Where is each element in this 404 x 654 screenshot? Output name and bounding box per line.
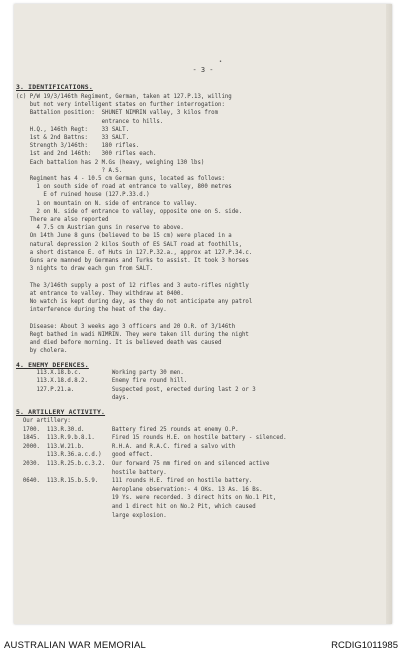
text-line: 1 on mountain on N. side of entrance to valley.: [16, 200, 198, 207]
text-line: by cholera.: [16, 348, 68, 355]
text-line: natural depression 2 kilos South of ES SALT road at foothills,: [16, 241, 242, 248]
text-line: hostile battery.: [16, 469, 167, 476]
text-line: Battalion position: SHUNET NIMRIN valley, 3 kilos from: [16, 110, 219, 117]
text-line: a short distance E. of Huts in 127.P.32.a., approx at 127.P.34.c.: [16, 249, 253, 256]
footer-record-id: RCDIG1011985: [331, 640, 398, 651]
text-line: Disease: About 3 weeks ago 3 officers and 20 O.R. of 3/146th: [16, 323, 236, 330]
text-line: days.: [16, 395, 129, 402]
page-mark: •: [219, 59, 223, 65]
text-line: Regt bathed in wadi NIMRIN. They were taken ill during the night: [16, 331, 249, 338]
text-line: but not very intelligent states on further interrogation:: [16, 102, 225, 109]
text-line: No watch is kept during day, as they do not anticipate any patrol: [16, 299, 253, 305]
text-line: Guns are manned by Germans and Turks to assist. It took 3 horses: [16, 258, 249, 264]
text-line: Each battalion has 2 M.Gs (heavy, weighing 130 lbs): [16, 159, 205, 166]
page-edge: [386, 4, 392, 624]
text-line: ? A.S.: [16, 167, 123, 174]
text-line: 2000. 113.W.21.b. R.H.A. and R.A.C. fired a salvo with: [16, 443, 236, 450]
text-line: 2 on N. side of entrance to valley, opposite one on S. side.: [16, 208, 242, 215]
text-line: (c) P/W 19/3/146th Regiment, German, taken at 127.P.13, willing: [16, 94, 232, 100]
footer-credit: AUSTRALIAN WAR MEMORIAL: [4, 640, 147, 651]
text-line: H.Q., 146th Regt: 33 SALT.: [16, 126, 129, 133]
section-4-heading: 4. ENEMY DEFENCES.: [16, 361, 89, 369]
text-line: 0640. 113.R.15.b.5.9. 111 rounds H.E. fired on hostile battery.: [16, 478, 253, 485]
text-line: 1st & 2nd Battns: 33 SALT.: [16, 135, 129, 141]
text-line: Our artillery:: [16, 418, 71, 424]
text-line: 1845. 113.R.9.b.8.1. Fired 15 rounds H.E. on hostile battery - silenced.: [16, 435, 287, 442]
text-line: 1700. 113.R.30.d. Battery fired 25 rounds at enemy O.P.: [16, 426, 239, 433]
text-line: 19 Ys. were recorded. 3 direct hits on No.1 Pit,: [16, 495, 277, 502]
text-line: 127.P.21.a. Suspected post, erected during last 2 or 3: [16, 386, 256, 393]
text-line: 3 nights to draw each gun from SALT.: [16, 266, 153, 273]
text-line: 1st and 2nd 146th: 300 rifles each.: [16, 151, 157, 158]
text-line: and died before morning. It is believed death was caused: [16, 340, 222, 346]
text-line: 2030. 113.R.25.b.c.3.2. Our forward 75 mm fired on and silenced active: [16, 461, 270, 467]
text-line: at entrance to valley. They withdraw at 0400.: [16, 290, 184, 297]
text-line: Strength 3/146th: 180 rifles.: [16, 143, 140, 150]
text-line: 113.X.18.d.8.2. Enemy fire round hill.: [16, 378, 188, 385]
text-line: Aeroplane observation:- 4 OKs. 13 As. 16 Bs.: [16, 486, 263, 493]
text-line: On 14th June 8 guns (believed to be 15 cm) were placed in a: [16, 233, 232, 240]
text-line: and 1 direct hit on No.2 Pit, which caused: [16, 504, 256, 510]
text-line: There are also reported: [16, 217, 109, 223]
text-line: 4 7.5 cm Austrian guns in reserve to above.: [16, 225, 184, 232]
text-line: interference during the heat of the day.: [16, 307, 167, 314]
text-line: 113.X.18.b.c. Working party 30 men.: [16, 370, 184, 376]
text-line: 113.R.36.a.c.d.) good effect.: [16, 452, 153, 459]
text-line: entrance to hills.: [16, 118, 164, 125]
text-line: E of ruined house (127.P.33.d.): [16, 192, 150, 199]
text-line: 1 on south side of road at entrance to valley, 800 metres: [16, 184, 232, 191]
page-number: - 3 -: [192, 66, 214, 74]
text-line: large explosion.: [16, 512, 167, 519]
text-line: The 3/146th supply a post of 12 rifles and 3 auto-rifles nightly: [16, 282, 249, 289]
section-5-heading: 5. ARTILLERY ACTIVITY.: [16, 408, 106, 416]
text-line: Regiment has 4 - 10.5 cm German guns, located as follows:: [16, 176, 225, 182]
section-3-heading: 3. IDENTIFICATIONS.: [16, 83, 93, 91]
